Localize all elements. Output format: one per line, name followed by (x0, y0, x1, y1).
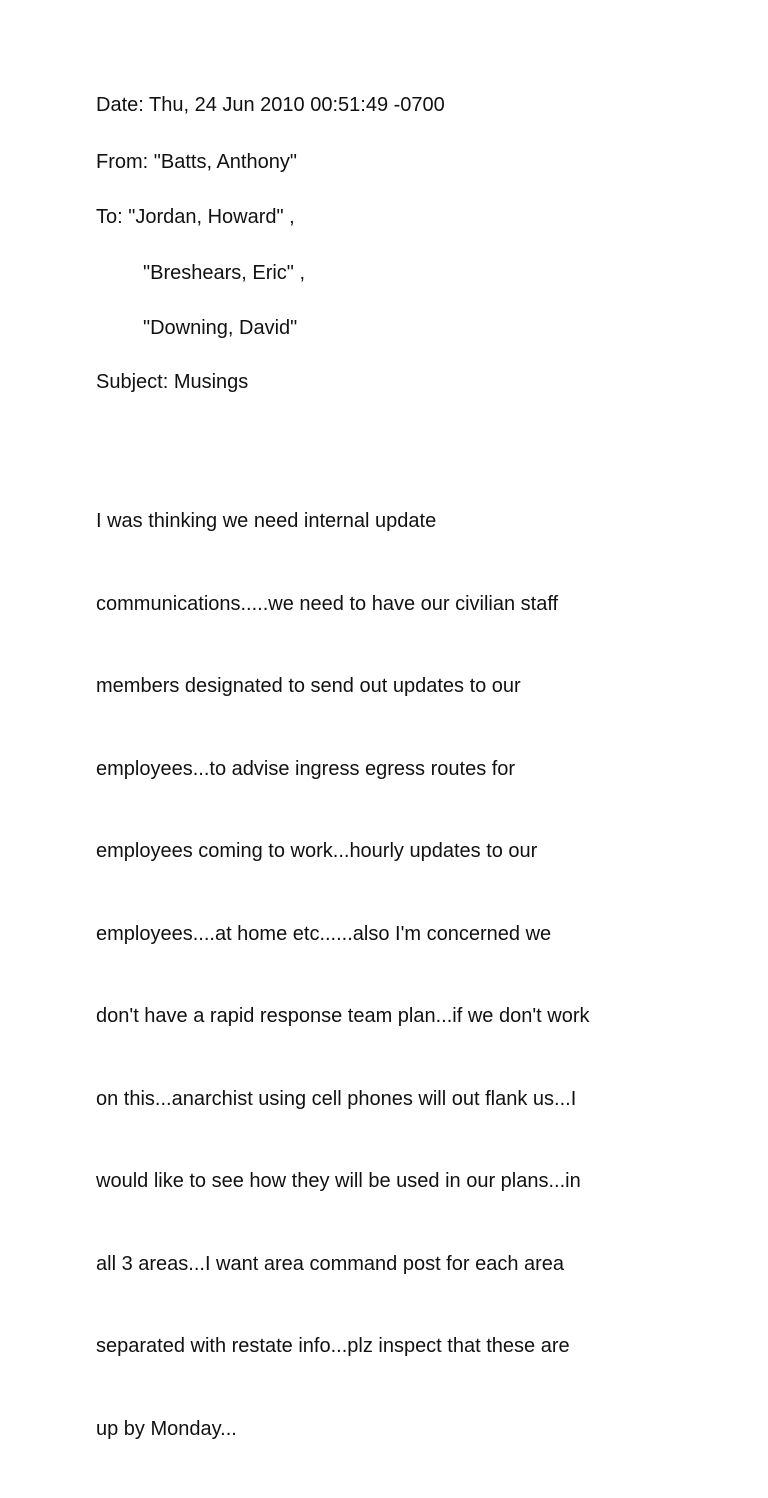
body-line: communications.....we need to have our civilian staff (96, 592, 559, 615)
email-from: From: "Batts, Anthony" (96, 151, 297, 173)
body-line: up by Monday... (96, 1417, 237, 1440)
body-line: separated with restate info...plz inspect that these are (96, 1335, 570, 1357)
body-line: employees....at home etc......also I'm concerned we (96, 922, 552, 945)
body-line: employees coming to work...hourly updates to our (96, 840, 538, 862)
body-line: don't have a rapid response team plan...if we don't work (96, 1005, 590, 1027)
body-line: employees...to advise ingress egress routes for (96, 757, 516, 780)
email-recipient-breshears: "Breshears, Eric" , (143, 262, 306, 284)
email-body (96, 453, 589, 1498)
email-subject: Subject: Musings (96, 371, 249, 393)
body-line: all 3 areas...I want area command post for each area (96, 1252, 565, 1275)
body-line: on this...anarchist using cell phones will out flank us...I (96, 1087, 577, 1110)
body-line: would like to see how they will be used in our plans...in (96, 1170, 581, 1192)
email-date: Date: Thu, 24 Jun 2010 00:51:49 -0700 (96, 94, 445, 116)
body-line: I was thinking we need internal update (96, 510, 437, 532)
body-line: members designated to send out updates to our (96, 675, 521, 697)
email-recipient-downing: "Downing, David" (143, 317, 298, 339)
email-to: To: "Jordan, Howard" , (96, 206, 295, 228)
